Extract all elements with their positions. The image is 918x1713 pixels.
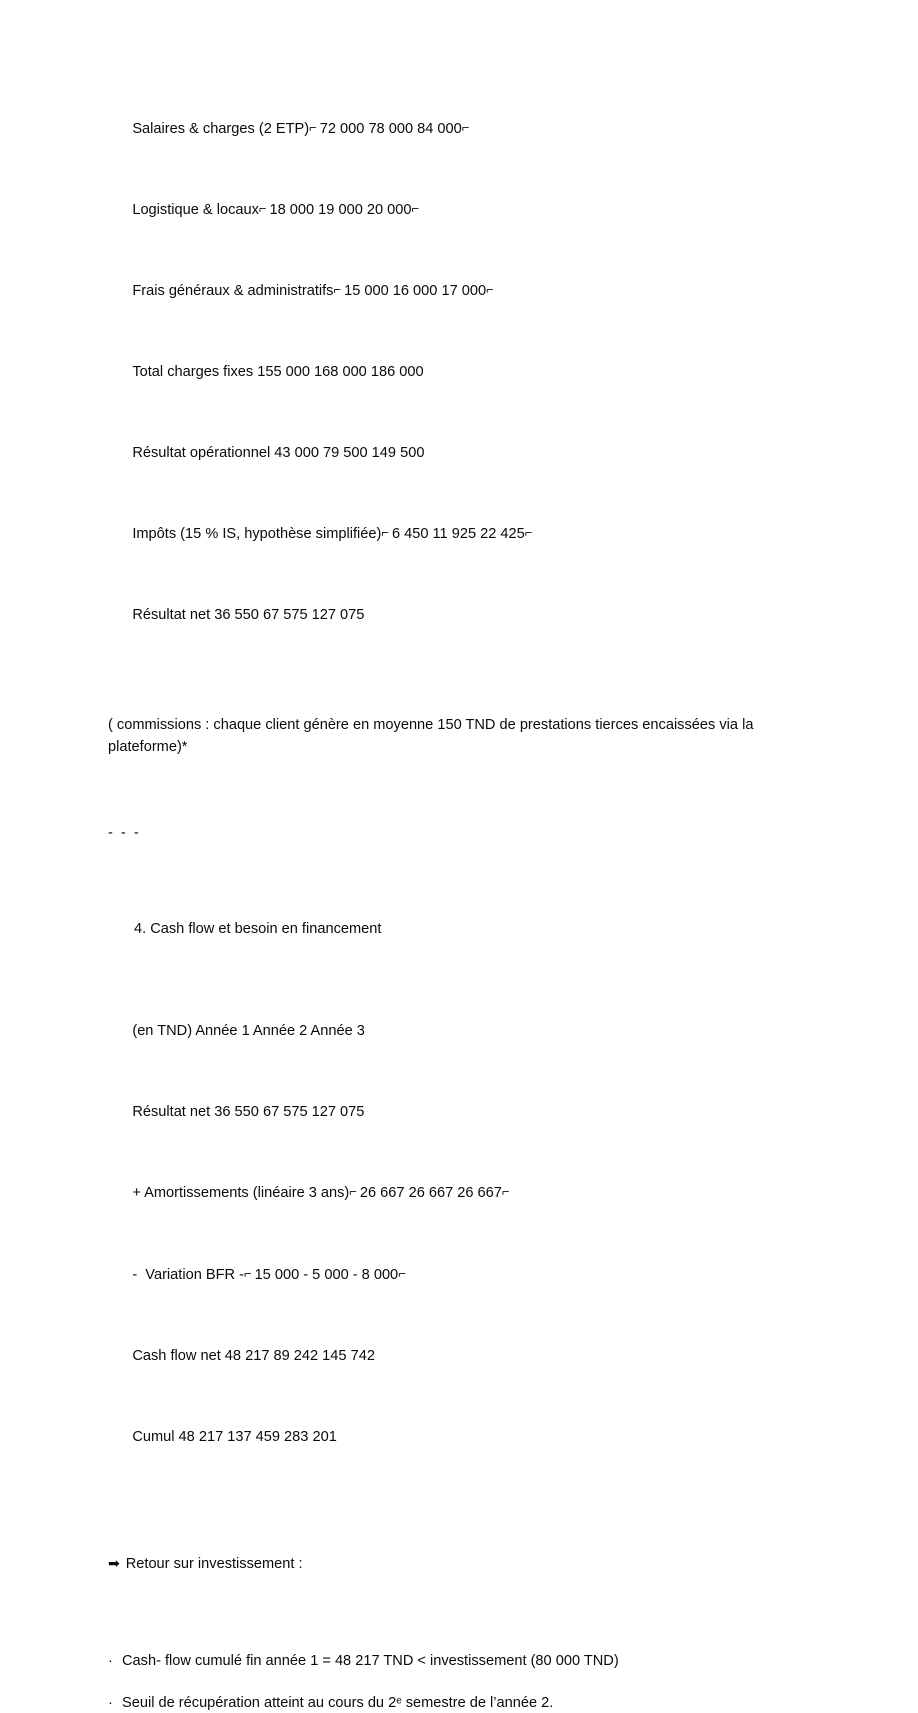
- table-row: [108, 1003, 810, 1062]
- row-label: Résultat net 36 550 67 575 127 075: [132, 607, 365, 624]
- cell-divider-icon: ⌐: [411, 200, 420, 216]
- spacer: [108, 807, 810, 825]
- row-values: 15 000 - 5 000 - 8 000: [254, 1266, 399, 1283]
- roi-heading: [108, 1555, 810, 1572]
- row-label: Salaires & charges (2 ETP): [132, 120, 310, 137]
- arrow-right-icon: ➡: [108, 1555, 120, 1571]
- table-row: [108, 1084, 810, 1143]
- row-values: 26 667 26 667 26 667: [359, 1185, 502, 1202]
- note-paragraph: ( commissions : chaque client génère en moyenne 150 TND de prestations tierces encaissées via la plateforme)*: [108, 717, 754, 756]
- table-row: [108, 1327, 810, 1386]
- row-label: + Amortissements (linéaire 3 ans): [132, 1185, 350, 1202]
- cell-divider-icon: ⌐: [243, 1265, 252, 1281]
- cell-divider-icon: ⌐: [486, 281, 494, 297]
- bullet-icon: ·: [108, 1653, 113, 1669]
- row-label: Cash flow net 48 217 89 242 145 742: [132, 1347, 375, 1364]
- table-row: [108, 181, 810, 240]
- list-item: [108, 1694, 810, 1713]
- cell-divider-icon: ⌐: [501, 1184, 510, 1200]
- spacer: [108, 759, 810, 807]
- spacer: [108, 1572, 810, 1620]
- table-row: [108, 262, 810, 321]
- row-values: 72 000 78 000 84 000: [319, 120, 462, 137]
- row-label: Logistique & locaux: [132, 201, 259, 218]
- row-label: Total charges fixes 155 000 168 000 186 000: [132, 363, 424, 380]
- row-label: Impôts (15 % IS, hypothèse simplifiée): [132, 526, 382, 542]
- row-values: 18 000 19 000 20 000: [269, 201, 412, 218]
- spacer: [108, 937, 810, 985]
- spacer: [108, 985, 810, 1003]
- row-values: 6 450 11 925 22 425: [391, 526, 525, 542]
- row-label: Résultat net 36 550 67 575 127 075: [132, 1104, 365, 1121]
- row-values: 15 000 16 000 17 000: [344, 282, 487, 299]
- list-item-text: Seuil de récupération atteint au cours du 2ᵉ semestre de l’année 2.: [122, 1694, 554, 1711]
- table-row: [108, 1246, 810, 1305]
- spacer: [108, 667, 810, 715]
- section-heading: 4. Cash flow et besoin en financement: [134, 920, 382, 937]
- cell-divider-icon: ⌐: [349, 1184, 357, 1200]
- cell-divider-icon: ⌐: [258, 200, 267, 216]
- cell-divider-icon: ⌐: [381, 525, 389, 540]
- row-label: Cumul 48 217 137 459 283 201: [132, 1428, 337, 1445]
- cell-divider-icon: ⌐: [309, 119, 317, 135]
- row-label: - Variation BFR -: [132, 1266, 244, 1283]
- table-row: [108, 343, 810, 402]
- spacer: [108, 1537, 810, 1555]
- spacer: [108, 889, 810, 921]
- spacer: [108, 1489, 810, 1537]
- spacer: [108, 841, 810, 889]
- row-label: Frais généraux & administratifs: [132, 282, 334, 299]
- table-row: [108, 586, 810, 645]
- list-item: [108, 1652, 810, 1672]
- cell-divider-icon: ⌐: [398, 1265, 406, 1281]
- bullet-icon: ·: [108, 1694, 113, 1711]
- row-label: Résultat opérationnel 43 000 79 500 149 500: [132, 444, 425, 461]
- table-row: [108, 1408, 810, 1467]
- table-row: [108, 424, 810, 483]
- spacer: [108, 1620, 810, 1652]
- cashflow-table-block: [108, 1003, 810, 1467]
- pnl-table-block: [108, 100, 810, 645]
- roi-heading-label: Retour sur investissement :: [125, 1556, 303, 1572]
- cell-divider-icon: ⌐: [461, 119, 470, 135]
- cell-divider-icon: ⌐: [524, 525, 533, 540]
- row-label: (en TND) Année 1 Année 2 Année 3: [132, 1023, 365, 1040]
- list-item-text: Cash- flow cumulé fin année 1 = 48 217 TND < investissement (80 000 TND): [122, 1653, 619, 1669]
- table-row: [108, 1165, 810, 1224]
- cell-divider-icon: ⌐: [333, 281, 342, 297]
- table-row: [108, 505, 810, 564]
- table-row: [108, 100, 810, 159]
- section-divider: - - -: [108, 824, 141, 841]
